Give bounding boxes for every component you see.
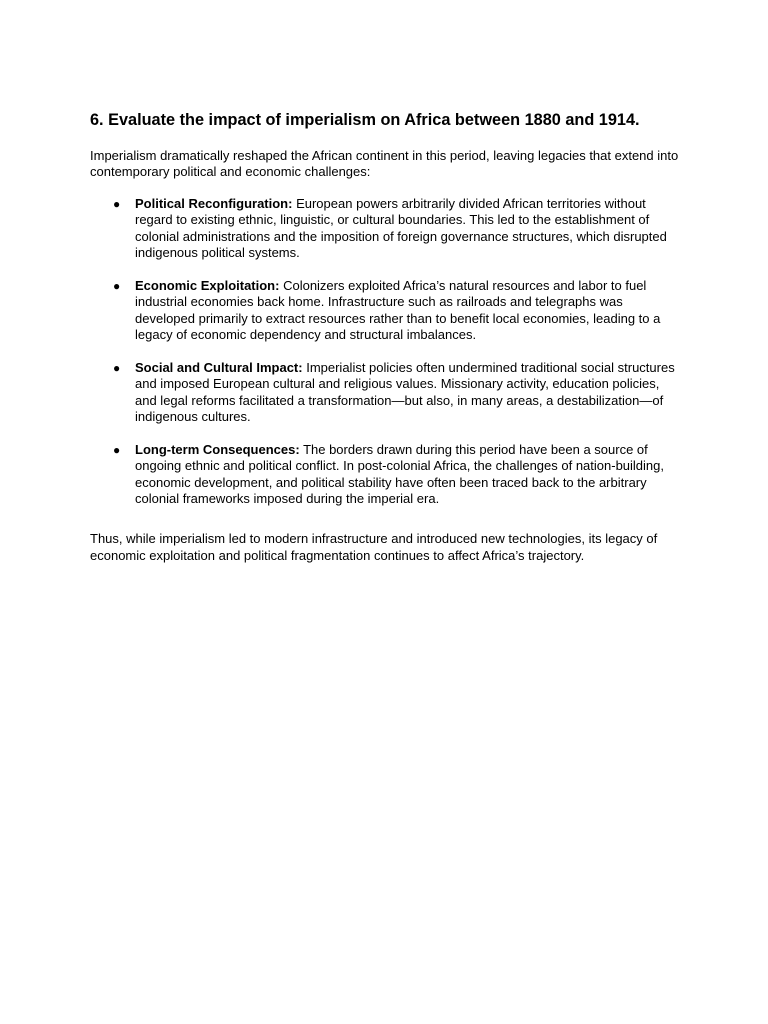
list-item-text: The borders drawn during this period have been a source of ongoing ethnic and political conflict. In post-colonial Africa, the challenges of nation-building, economic development, and political stability have often been traced back to the arbitrary colonial frameworks imposed during the imperial era. [135,441,665,507]
bullet-icon: ● [113,196,121,211]
list-item [90,278,681,344]
bullet-icon: ● [113,442,121,457]
list-item-term: Political Reconfiguration: [135,195,293,211]
list-item-text: European powers arbitrarily divided African territories without regard to existing ethnic, linguistic, or cultural boundaries. This led to the establishment of colonial administrations and the imposition of foreign governance structures, which disrupted indigenous political systems. [135,195,667,261]
list-item [90,196,681,262]
list-item-term: Social and Cultural Impact: [135,359,303,375]
bullet-icon: ● [113,360,121,375]
list-item-text: Colonizers exploited Africa’s natural resources and labor to fuel industrial economies back home. Infrastructure such as railroads and telegraphs was developed primarily to extract resources rather than to benefit local economies, leading to a legacy of economic dependency and structural imbalances. [135,277,661,343]
bullet-icon: ● [113,278,121,293]
document-body [90,110,690,564]
question-heading: 6. Evaluate the impact of imperialism on Africa between 1880 and 1914. [90,111,640,129]
intro-paragraph: Imperialism dramatically reshaped the African continent in this period, leaving legacies that extend into contemporary political and economic challenges: [90,148,679,180]
list-item [90,442,681,508]
list-item-term: Long-term Consequences: [135,441,300,457]
impact-list [90,196,690,508]
list-item-text: Imperialist policies often undermined traditional social structures and imposed European cultural and religious values. Missionary activity, education policies, and legal reforms facilitated a transformation—but also, in many areas, a destabilization—of indigenous cultures. [135,359,675,425]
conclusion-paragraph: Thus, while imperialism led to modern infrastructure and introduced new technologies, its legacy of economic exploitation and political fragmentation continues to affect Africa’s trajectory. [90,531,658,563]
list-item [90,360,681,426]
list-item-term: Economic Exploitation: [135,277,280,293]
